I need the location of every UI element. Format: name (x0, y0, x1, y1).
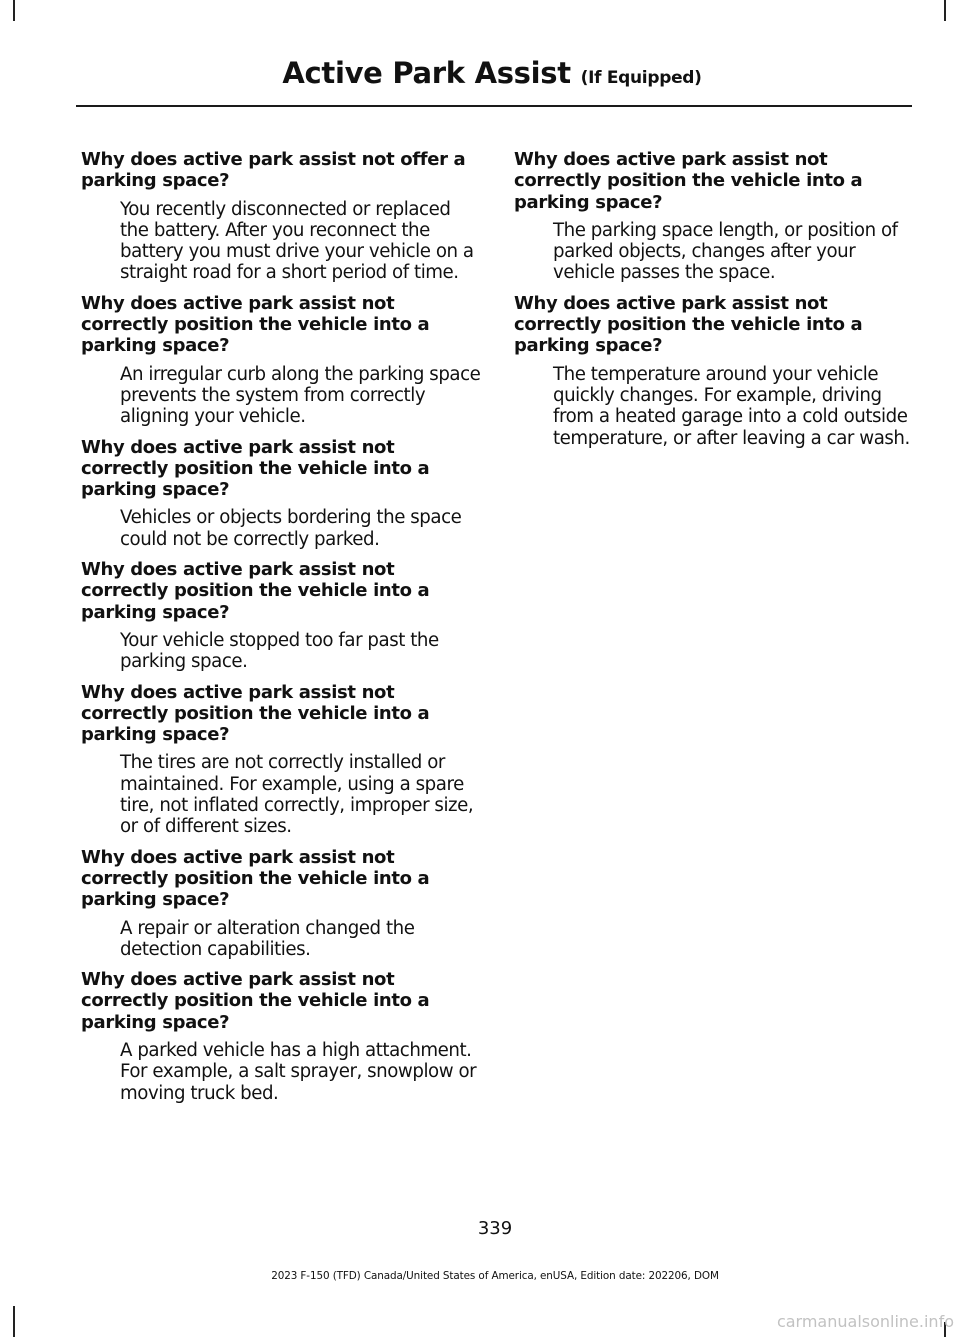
faq-answer: Your vehicle stopped too far past the parking space. (120, 629, 439, 673)
faq-answer: The tires are not correctly installed or maintained. For example, using a spare tire, not inflated correctly, improper size, or of different sizes. (120, 752, 474, 838)
page-title: Active Park Assist (282, 56, 571, 90)
faq-item (81, 149, 481, 284)
faq-question: Why does active park assist not correctly position the vehicle into a parking space? (81, 846, 430, 911)
faq-item (81, 293, 481, 428)
faq-item (81, 969, 481, 1104)
page-title-suffix: (If Equipped) (580, 68, 702, 88)
faq-question: Why does active park assist not correctly position the vehicle into a parking space? (81, 436, 430, 501)
crop-mark-bottom-left (13, 1306, 15, 1337)
header-divider (76, 105, 912, 107)
crop-mark-top-right (944, 0, 946, 21)
faq-answer: The parking space length, or position of parked objects, changes after your vehicle passes the space. (553, 219, 898, 284)
faq-item (514, 293, 914, 449)
faq-question: Why does active park assist not offer a parking space? (81, 149, 466, 192)
faq-answer: A parked vehicle has a high attachment. For example, a salt sprayer, snowplow or moving truck bed. (120, 1039, 477, 1104)
faq-question: Why does active park assist not correctly position the vehicle into a parking space? (81, 969, 430, 1033)
faq-item (81, 559, 481, 672)
watermark-link[interactable]: carmanualsonline.info (776, 1312, 954, 1331)
faq-item (81, 682, 481, 838)
page-header (0, 54, 960, 97)
faq-item (81, 847, 481, 960)
page-number: 339 (477, 1218, 513, 1239)
right-column (514, 149, 914, 458)
faq-question: Why does active park assist not correctly position the vehicle into a parking space? (81, 292, 430, 357)
faq-item (514, 149, 914, 284)
crop-mark-top-left (13, 0, 15, 21)
faq-answer: You recently disconnected or replaced the battery. After you reconnect the battery you must drive your vehicle on a straight road for a short period of time. (120, 198, 474, 284)
faq-answer: A repair or alteration changed the detection capabilities. (120, 917, 415, 960)
faq-question: Why does active park assist not correctly position the vehicle into a parking space? (81, 681, 430, 746)
faq-answer: The temperature around your vehicle quickly changes. For example, driving from a heated garage into a cold outside temperature, or after leaving a car wash. (553, 363, 910, 449)
faq-answer: An irregular curb along the parking space prevents the system from correctly aligning your vehicle. (120, 363, 481, 428)
faq-answer: Vehicles or objects bordering the space could not be correctly parked. (120, 507, 462, 550)
faq-question: Why does active park assist not correctly position the vehicle into a parking space? (514, 292, 863, 357)
edition-footer: 2023 F-150 (TFD) Canada/United States of America, enUSA, Edition date: 202206, DOM (271, 1270, 719, 1282)
faq-item (81, 437, 481, 550)
faq-question: Why does active park assist not correctly position the vehicle into a parking space? (81, 559, 430, 623)
faq-question: Why does active park assist not correctly position the vehicle into a parking space? (514, 149, 863, 213)
left-column (81, 149, 481, 1113)
